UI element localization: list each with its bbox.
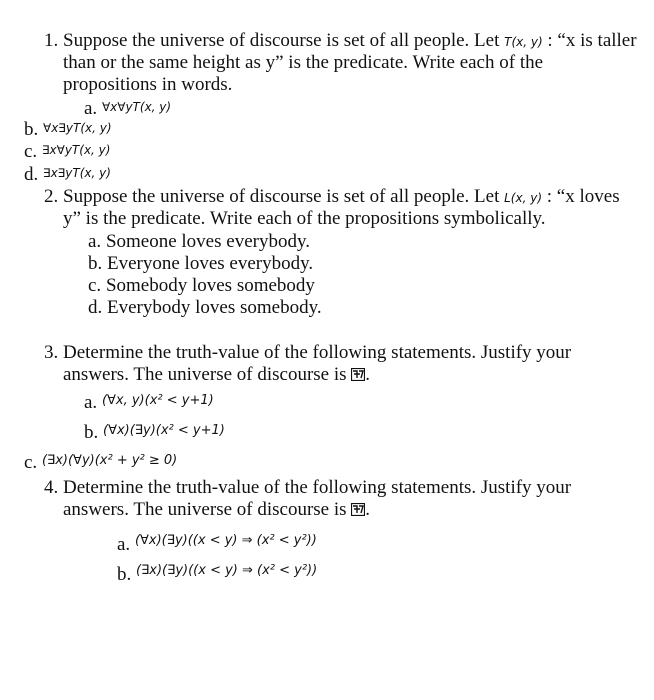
q2-item-a bbox=[88, 231, 310, 253]
q1-item-d-label: d. bbox=[24, 164, 39, 185]
q1-item-a-formula: ∀x∀yT(x, y) bbox=[101, 100, 172, 114]
q4-number: 4. bbox=[44, 477, 59, 498]
q3-text-1: Determine the truth-value of the following statements. Justify your bbox=[63, 342, 572, 363]
q2-item-b bbox=[88, 253, 313, 275]
q3-text-2: answers. The universe of discourse is bbox=[63, 364, 347, 385]
q2-item-d bbox=[88, 297, 322, 319]
q2-text-b: : “x loves bbox=[546, 186, 620, 207]
q1-item-a-label: a. bbox=[84, 98, 98, 119]
q2-item-b-text: Everyone loves everybody. bbox=[107, 253, 314, 274]
q4-item-a-label: a. bbox=[117, 534, 131, 555]
q1-text-a: Suppose the universe of discourse is set of all people. Let bbox=[63, 30, 500, 51]
q2-text-a: Suppose the universe of discourse is set of all people. Let bbox=[63, 186, 500, 207]
q3-period: . bbox=[365, 364, 371, 385]
q2-line-2: y” is the predicate. Write each of the propositions symbolically. bbox=[63, 208, 546, 229]
q3-line-1 bbox=[44, 342, 571, 364]
q3-item-b-formula: (∀x)(∃y)(x² < y+1) bbox=[103, 423, 225, 438]
broken-image-icon bbox=[351, 368, 365, 381]
broken-image-icon bbox=[351, 503, 365, 516]
q2-item-a-text: Someone loves everybody. bbox=[105, 231, 310, 252]
q1-line-2: than or the same height as y” is the predicate. Write each of the bbox=[63, 52, 544, 73]
q1-item-b bbox=[24, 119, 112, 142]
q2-item-b-label: b. bbox=[88, 253, 103, 274]
q1-line-1 bbox=[44, 30, 637, 53]
q1-item-c bbox=[24, 141, 110, 164]
q4-text-2: answers. The universe of discourse is bbox=[63, 499, 347, 520]
q3-item-a bbox=[84, 388, 214, 412]
q1-text-b: : “x is taller bbox=[547, 30, 637, 51]
q1-item-b-formula: ∀x∃yT(x, y) bbox=[43, 121, 112, 135]
q1-item-b-label: b. bbox=[24, 119, 39, 140]
q4-period: . bbox=[365, 499, 371, 520]
q3-number: 3. bbox=[44, 342, 59, 363]
q3-item-c-label: c. bbox=[24, 452, 38, 473]
q4-item-a bbox=[117, 528, 317, 555]
q4-item-b-label: b. bbox=[117, 564, 132, 585]
q1-number: 1. bbox=[44, 30, 59, 51]
q2-item-c bbox=[88, 275, 315, 297]
q1-item-a bbox=[84, 98, 171, 121]
q2-line-1 bbox=[44, 186, 620, 209]
q3-item-c-formula: (∃x)(∀y)(x² + y² ≥ 0) bbox=[41, 453, 178, 468]
q1-item-c-label: c. bbox=[24, 141, 38, 162]
q3-line-2 bbox=[63, 364, 370, 386]
q1-item-c-formula: ∃x∀yT(x, y) bbox=[41, 143, 111, 157]
q1-item-d-formula: ∃x∃yT(x, y) bbox=[43, 166, 111, 180]
q3-item-b bbox=[84, 418, 225, 442]
q2-item-d-text: Everybody loves somebody. bbox=[107, 297, 322, 318]
q2-number: 2. bbox=[44, 186, 59, 207]
q2-item-c-text: Somebody loves somebody bbox=[105, 275, 315, 296]
q2-item-a-label: a. bbox=[88, 231, 102, 252]
q4-text-1: Determine the truth-value of the following statements. Justify your bbox=[63, 477, 572, 498]
q4-line-2 bbox=[63, 499, 370, 521]
q1-line-3: propositions in words. bbox=[63, 74, 233, 95]
q4-item-b-formula: (∃x)(∃y)((x < y) ⇒ (x² < y²)) bbox=[136, 563, 318, 578]
q1-item-d bbox=[24, 164, 111, 187]
q3-item-c bbox=[24, 448, 177, 472]
q4-line-1 bbox=[44, 477, 571, 499]
q4-item-b bbox=[117, 558, 318, 585]
q3-item-a-formula: (∀x, y)(x² < y+1) bbox=[101, 393, 214, 408]
q2-item-c-label: c. bbox=[88, 275, 102, 296]
q4-item-a-formula: (∀x)(∃y)((x < y) ⇒ (x² < y²)) bbox=[134, 533, 317, 548]
q2-predicate: L(x, y) bbox=[504, 191, 543, 205]
q2-item-d-label: d. bbox=[88, 297, 103, 318]
q3-item-a-label: a. bbox=[84, 392, 98, 413]
q1-predicate: T(x, y) bbox=[504, 35, 543, 49]
q3-item-b-label: b. bbox=[84, 422, 99, 443]
